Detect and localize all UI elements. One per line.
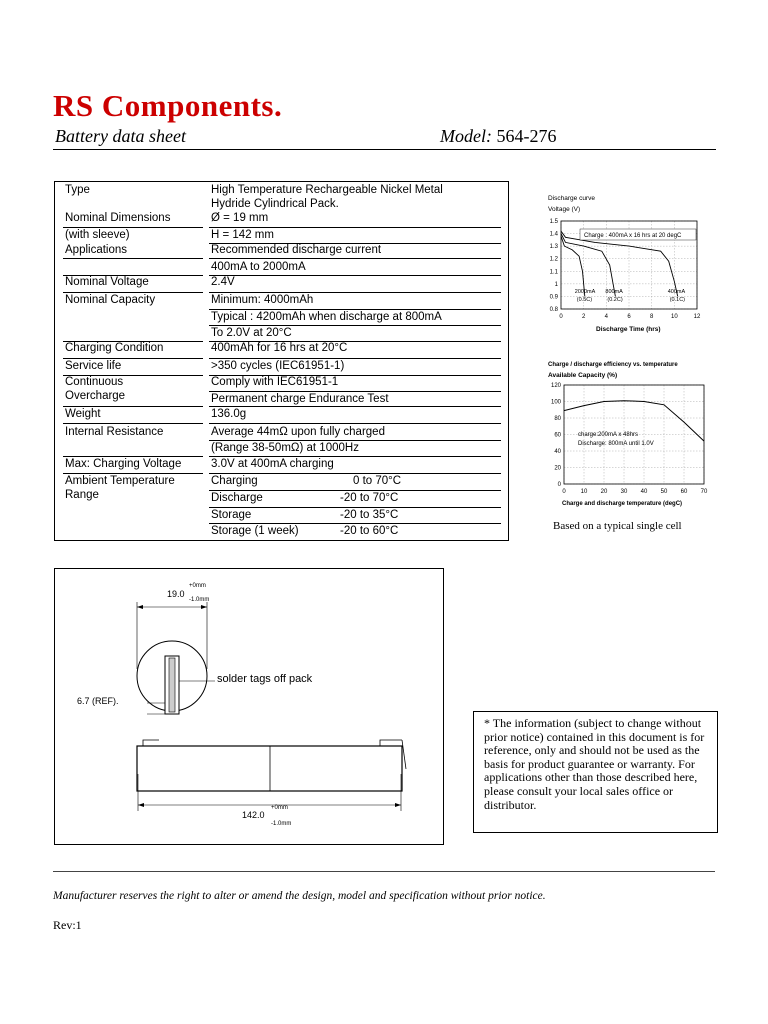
spec-value-overcharge-2: Permanent charge Endurance Test — [211, 393, 389, 405]
discharge-series-label: 800mA — [605, 289, 623, 295]
x-tick-label: 12 — [693, 314, 701, 320]
length-tolerance-plus: +0mm — [271, 805, 288, 811]
spec-label-overcharge-2: Overcharge — [65, 390, 126, 402]
spec-label-capacity: Nominal Capacity — [65, 294, 156, 306]
row-rule — [63, 275, 203, 276]
ambient-cond: Storage — [211, 509, 252, 521]
temperature-chart-title: Charge / discharge efficiency vs. temperature — [548, 362, 678, 368]
row-rule — [209, 456, 501, 457]
spec-label-overcharge-1: Continuous — [65, 376, 124, 388]
discharge-chart — [538, 188, 708, 336]
solder-tag-label: solder tags off pack — [217, 673, 313, 685]
y-tick-label: 40 — [554, 449, 561, 455]
row-rule — [209, 292, 501, 293]
row-rule — [63, 375, 203, 376]
spec-label-ambient-1: Ambient Temperature — [65, 475, 175, 487]
row-rule — [209, 440, 501, 441]
temperature-chart — [538, 358, 713, 510]
x-tick-label: 10 — [580, 489, 588, 495]
temperature-annotation-1: charge:200mA x 48hrs — [578, 432, 639, 438]
discharge-annotation: Charge : 400mA x 16 hrs at 20 degC — [584, 233, 682, 239]
row-rule — [63, 227, 203, 228]
row-rule — [63, 456, 203, 457]
row-rule — [209, 358, 501, 359]
spec-value-voltage: 2.4V — [211, 276, 235, 288]
spec-label-ambient-2: Range — [65, 489, 99, 501]
y-tick-label: 120 — [550, 383, 561, 389]
temperature-chart-ylabel: Available Capacity (%) — [548, 372, 618, 379]
temperature-chart-xlabel: Charge and discharge temperature (degC) — [562, 501, 683, 507]
temperature-annotation-2: Discharge: 800mA until 1.0V — [578, 441, 654, 447]
ambient-range: 0 to 70°C — [353, 475, 402, 487]
spec-value-service-life: >350 cycles (IEC61951-1) — [211, 360, 345, 372]
discharge-chart-title: Discharge curve — [548, 195, 595, 202]
row-rule — [209, 423, 501, 424]
row-rule — [63, 423, 203, 424]
row-rule — [63, 406, 203, 407]
x-tick-label: 8 — [649, 314, 654, 320]
spec-table — [54, 181, 509, 541]
dimension-drawing — [54, 568, 444, 845]
row-rule — [209, 243, 501, 244]
model-line — [440, 126, 556, 147]
spec-label-service-life: Service life — [65, 360, 122, 372]
y-tick-label: 1.5 — [549, 219, 558, 225]
discharge-series-rate: (0.1C) — [669, 297, 686, 303]
spec-label-charging: Charging Condition — [65, 342, 164, 354]
spec-label-weight: Weight — [65, 408, 101, 420]
spec-label-dimensions-2: (with sleeve) — [65, 229, 130, 241]
discharge-series-rate: (0.5C) — [576, 297, 593, 303]
footer-disclaimer: Manufacturer reserves the right to alter or amend the design, model and specification without prior notice. — [53, 890, 546, 902]
y-tick-label: 1.2 — [549, 256, 558, 263]
x-tick-label: 10 — [670, 314, 678, 320]
ambient-cond: Storage (1 week) — [211, 525, 299, 537]
spec-label-max-voltage: Max: Charging Voltage — [65, 458, 182, 470]
spec-value-diameter: Ø = 19 mm — [211, 212, 269, 224]
y-tick-label: 0.9 — [549, 294, 558, 301]
y-tick-label: 60 — [554, 432, 561, 439]
doc-title: Battery data sheet — [55, 126, 186, 146]
row-rule — [63, 358, 203, 359]
ambient-range: -20 to 70°C — [340, 492, 399, 504]
x-tick-label: 30 — [620, 489, 628, 495]
spec-value-capacity-3: To 2.0V at 20°C — [211, 327, 292, 339]
chart-caption: Based on a typical single cell — [553, 520, 682, 532]
row-rule — [63, 292, 203, 293]
spec-value-resistance-2: (Range 38-50mΩ) at 1000Hz — [211, 442, 359, 454]
x-tick-label: 6 — [627, 314, 631, 320]
row-rule — [209, 341, 501, 342]
row-rule — [209, 227, 501, 228]
spec-value-applications-2: 400mA to 2000mA — [211, 261, 306, 273]
spec-value-type-2: Hydride Cylindrical Pack. — [211, 198, 339, 210]
x-tick-label: 4 — [604, 314, 609, 320]
ambient-range: -20 to 35°C — [340, 509, 399, 521]
reference-dimension: 6.7 (REF). — [77, 696, 119, 706]
header-rule — [53, 149, 716, 150]
y-tick-label: 0.8 — [549, 307, 558, 313]
model-label: Model: — [440, 126, 492, 146]
spec-value-applications-1: Recommended discharge current — [211, 244, 382, 256]
spec-label-resistance: Internal Resistance — [65, 426, 164, 438]
x-tick-label: 50 — [660, 489, 668, 495]
row-rule — [209, 473, 501, 474]
row-rule — [63, 341, 203, 342]
spec-label-dimensions: Nominal Dimensions — [65, 212, 171, 224]
spec-value-overcharge-1: Comply with IEC61951-1 — [211, 376, 339, 388]
row-rule — [209, 507, 501, 508]
discharge-chart-xlabel: Discharge Time (hrs) — [596, 326, 661, 333]
spec-value-charging: 400mAh for 16 hrs at 20°C — [211, 342, 348, 354]
row-rule — [209, 391, 501, 392]
ambient-range: -20 to 60°C — [340, 525, 399, 537]
diameter-dimension: 19.0 — [167, 589, 185, 599]
spec-value-height: H = 142 mm — [211, 229, 274, 241]
spec-value-resistance-1: Average 44mΩ upon fully charged — [211, 426, 385, 438]
y-tick-label: 20 — [554, 465, 561, 472]
y-tick-label: 1.3 — [549, 244, 558, 251]
spec-value-capacity-2: Typical : 4200mAh when discharge at 800mA — [211, 311, 442, 323]
x-tick-label: 0 — [559, 314, 563, 320]
length-tolerance-minus: -1.0mm — [271, 821, 292, 827]
spec-value-max-voltage: 3.0V at 400mA charging — [211, 458, 334, 470]
row-rule — [209, 523, 501, 524]
row-rule — [209, 275, 501, 276]
y-tick-label: 100 — [550, 399, 561, 406]
discharge-series-rate: (0.2C) — [607, 297, 623, 303]
row-rule — [209, 406, 501, 407]
spec-value-capacity-1: Minimum: 4000mAh — [211, 294, 314, 306]
y-tick-label: 80 — [554, 416, 561, 422]
y-tick-label: 1.4 — [549, 231, 558, 238]
x-tick-label: 70 — [700, 489, 708, 495]
row-rule — [209, 258, 501, 259]
spec-value-weight: 136.0g — [211, 408, 247, 420]
spec-label-voltage: Nominal Voltage — [65, 276, 149, 288]
x-tick-label: 60 — [680, 489, 688, 495]
row-rule — [209, 309, 501, 310]
row-rule — [209, 490, 501, 491]
y-tick-label: 0 — [557, 482, 561, 488]
ambient-cond: Charging — [211, 475, 258, 487]
discharge-series-400mA — [561, 231, 678, 296]
discharge-chart-ylabel: Voltage (V) — [548, 206, 581, 213]
spec-label-type: Type — [65, 184, 90, 196]
discharge-series-label: 400mA — [667, 289, 686, 295]
spec-value-type-1: High Temperature Rechargeable Nickel Metal — [211, 184, 443, 196]
diameter-tolerance-plus: +0mm — [189, 583, 206, 589]
x-tick-label: 0 — [562, 489, 566, 495]
discharge-series-800mA — [561, 234, 615, 297]
y-tick-label: 1 — [554, 281, 558, 288]
footer-rule — [53, 871, 715, 872]
model-number: 564-276 — [496, 126, 557, 146]
length-dimension: 142.0 — [242, 810, 265, 820]
x-tick-label: 20 — [600, 489, 608, 495]
ambient-cond: Discharge — [211, 492, 263, 504]
row-rule — [209, 325, 501, 326]
diameter-tolerance-minus: -1.0mm — [189, 597, 210, 603]
x-tick-label: 40 — [640, 489, 648, 495]
information-notice: * The information (subject to change without prior notice) contained in this document is for reference, only and should not be used as the basis for product guarantee or warranty. For applications other than those described here, please consult your local sales office or distributor. — [473, 711, 718, 833]
revision: Rev:1 — [53, 918, 82, 932]
spec-label-applications: Applications — [65, 244, 128, 256]
row-rule — [63, 473, 203, 474]
discharge-series-label: 2000mA — [574, 289, 596, 295]
y-tick-label: 1.1 — [549, 269, 558, 276]
brand-title: RS Components. — [53, 88, 283, 123]
x-tick-label: 2 — [581, 314, 586, 320]
battery-outline-drawing — [55, 569, 443, 844]
row-rule — [209, 375, 501, 376]
row-rule — [63, 258, 203, 259]
